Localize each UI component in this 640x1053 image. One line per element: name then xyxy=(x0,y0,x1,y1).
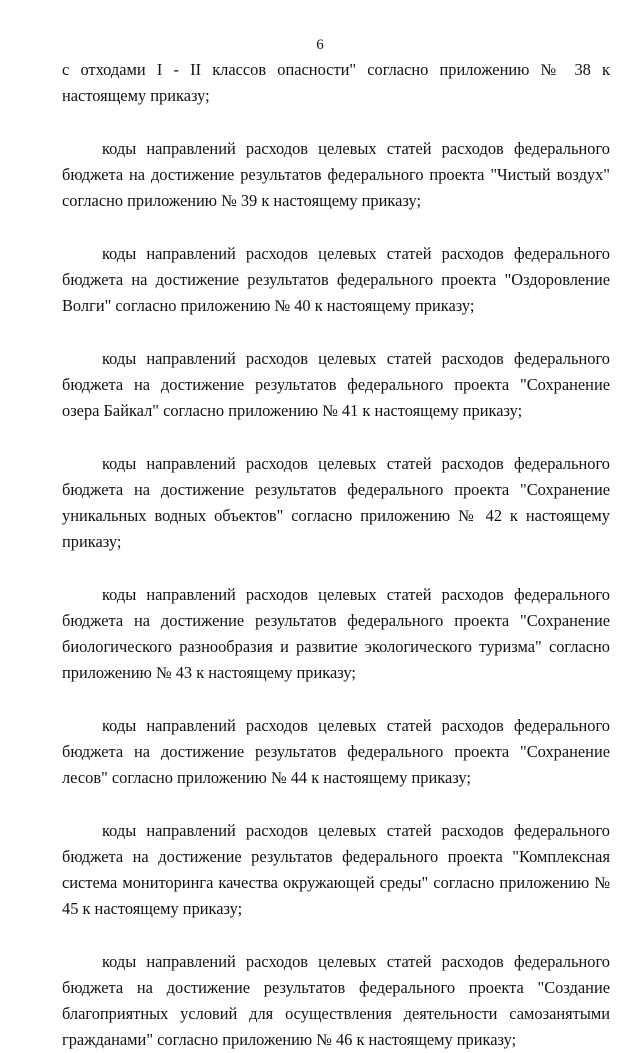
paragraph-appendix-39: коды направлений расходов целевых статей расходов федерального бюджета на достижение результатов федерального проекта "Чистый воздух" согласно приложению № 39 к настоящему приказу; xyxy=(62,139,610,210)
paragraph-appendix-46: коды направлений расходов целевых статей расходов федерального бюджета на достижение результатов федерального проекта "Создание благоприятных условий для осуществления деятельности самозанятыми гражданами" согласно приложению № 46 к настоящему приказу; xyxy=(62,952,610,1049)
paragraph-appendix-43: коды направлений расходов целевых статей расходов федерального бюджета на достижение результатов федерального проекта "Сохранение биологического разнообразия и развитие экологического туризма" согласно приложению № 43 к настоящему приказу; xyxy=(62,585,610,682)
paragraph-continuation: с отходами I - II классов опасности" согласно приложению № 38 к настоящему приказу; xyxy=(62,60,610,105)
paragraph-appendix-40: коды направлений расходов целевых статей расходов федерального бюджета на достижение результатов федерального проекта "Оздоровление Волги" согласно приложению № 40 к настоящему приказу; xyxy=(62,244,610,315)
paragraph-appendix-41: коды направлений расходов целевых статей расходов федерального бюджета на достижение результатов федерального проекта "Сохранение озера Байкал" согласно приложению № 41 к настоящему приказу; xyxy=(62,349,610,420)
paragraph-appendix-45: коды направлений расходов целевых статей расходов федерального бюджета на достижение результатов федерального проекта "Комплексная система мониторинга качества окружающей среды" согласно приложению № 45 к настоящему приказу; xyxy=(62,821,610,918)
page-number: 6 xyxy=(316,37,324,53)
document-body xyxy=(62,57,610,1053)
paragraph-appendix-42: коды направлений расходов целевых статей расходов федерального бюджета на достижение результатов федерального проекта "Сохранение уникальных водных объектов" согласно приложению № 42 к настоящему приказу; xyxy=(62,454,610,551)
paragraph-appendix-44: коды направлений расходов целевых статей расходов федерального бюджета на достижение результатов федерального проекта "Сохранение лесов" согласно приложению № 44 к настоящему приказу; xyxy=(62,716,610,787)
